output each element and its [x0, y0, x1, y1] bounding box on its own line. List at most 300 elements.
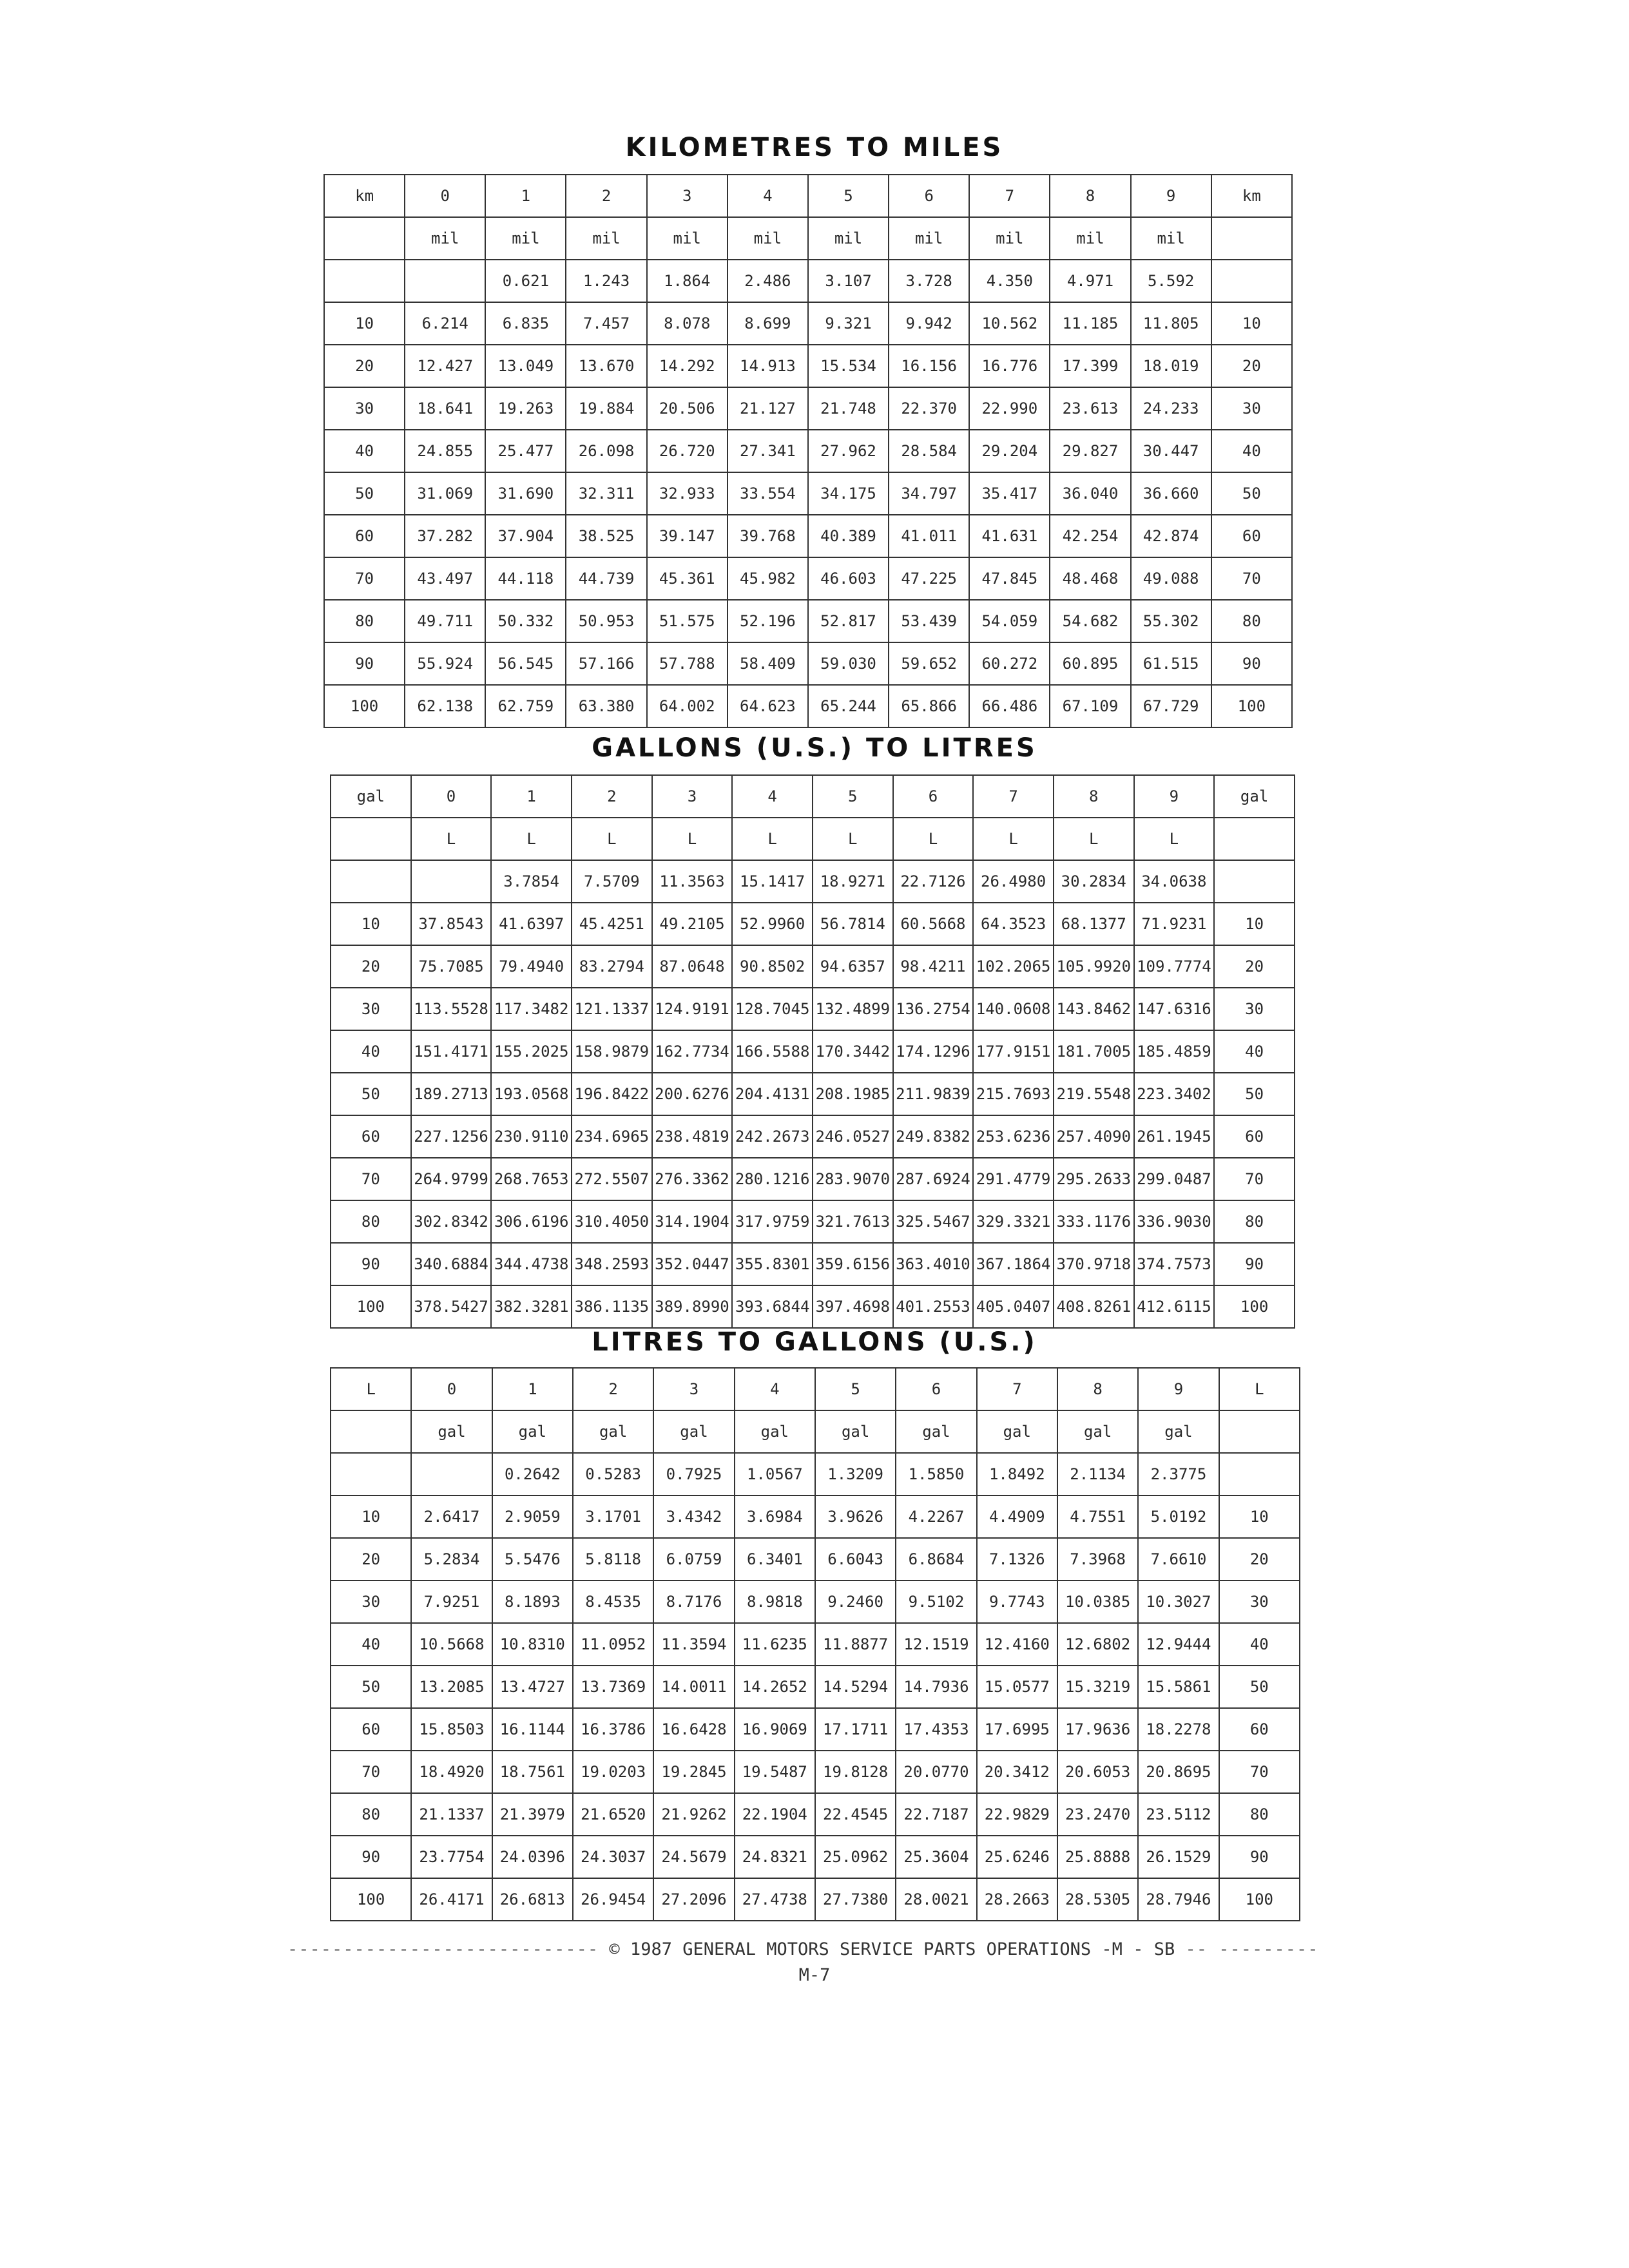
table-cell: 9.5102 [896, 1581, 976, 1623]
table-cell: 25.8888 [1057, 1836, 1138, 1878]
table-cell [411, 1453, 492, 1495]
table-cell: 60 [324, 515, 405, 557]
table-cell [1219, 1410, 1300, 1453]
table-cell: 287.6924 [893, 1158, 974, 1200]
table-cell: 64.623 [728, 685, 808, 727]
table-cell: 60.272 [969, 642, 1050, 685]
table-cell: 19.2845 [653, 1751, 734, 1793]
table-cell: 22.1904 [735, 1793, 815, 1836]
table-cell: 17.9636 [1057, 1708, 1138, 1751]
table-cell: L [813, 818, 893, 860]
table-cell: 12.1519 [896, 1623, 976, 1666]
table-cell: 3.7854 [491, 860, 572, 903]
table-cell: 7 [977, 1368, 1057, 1410]
table-row [324, 302, 1292, 345]
table-cell [324, 217, 405, 260]
table-cell: gal [1138, 1410, 1219, 1453]
table-cell: 291.4779 [973, 1158, 1054, 1200]
table-cell: 223.3402 [1134, 1073, 1215, 1115]
table-cell: 4 [735, 1368, 815, 1410]
table-cell: 100 [324, 685, 405, 727]
table-cell: 26.098 [566, 430, 646, 472]
table-cell: 1.3209 [815, 1453, 896, 1495]
table-row [331, 903, 1295, 945]
table-cell: 5.0192 [1138, 1495, 1219, 1538]
table-cell: 40.389 [808, 515, 889, 557]
table-cell [331, 818, 411, 860]
table-cell: 63.380 [566, 685, 646, 727]
table-cell: gal [573, 1410, 653, 1453]
table-cell: mil [1050, 217, 1130, 260]
table-cell: 75.7085 [411, 945, 492, 988]
table-cell: 45.361 [647, 557, 728, 600]
table-row [331, 1073, 1295, 1115]
table-cell: mil [1131, 217, 1211, 260]
table-cell: 50 [331, 1666, 411, 1708]
table-cell: 23.5112 [1138, 1793, 1219, 1836]
table-cell: 8.7176 [653, 1581, 734, 1623]
table-cell: 19.5487 [735, 1751, 815, 1793]
table-cell: 20.6053 [1057, 1751, 1138, 1793]
table-row [324, 387, 1292, 430]
table-cell: 54.682 [1050, 600, 1130, 642]
table-cell: 181.7005 [1054, 1030, 1134, 1073]
table-cell: 18.4920 [411, 1751, 492, 1793]
table-cell: 3.4342 [653, 1495, 734, 1538]
table-cell: 30 [324, 387, 405, 430]
table-cell: 46.603 [808, 557, 889, 600]
table-cell: 1.5850 [896, 1453, 976, 1495]
table-cell: 90 [324, 642, 405, 685]
table-cell: 5 [808, 175, 889, 217]
table-cell: 10.562 [969, 302, 1050, 345]
table-cell: 70 [324, 557, 405, 600]
table-cell: 60 [1214, 1115, 1295, 1158]
table-cell: 18.7561 [492, 1751, 573, 1793]
table-cell: 10.0385 [1057, 1581, 1138, 1623]
table-cell: L [572, 818, 652, 860]
table-cell: 59.652 [889, 642, 969, 685]
table-cell: 66.486 [969, 685, 1050, 727]
table-cell: 238.4819 [652, 1115, 733, 1158]
table-litres-to-gallons [330, 1367, 1300, 1921]
table-cell: 60 [1219, 1708, 1300, 1751]
table-cell: 20 [331, 945, 411, 988]
table-cell: 11.6235 [735, 1623, 815, 1666]
table-cell: 113.5528 [411, 988, 492, 1030]
table-cell: 70 [331, 1158, 411, 1200]
table-cell: 0.621 [485, 260, 566, 302]
table-cell: 29.204 [969, 430, 1050, 472]
table-cell: 185.4859 [1134, 1030, 1215, 1073]
table-cell: 14.2652 [735, 1666, 815, 1708]
table-cell: 7 [973, 775, 1054, 818]
table-cell: 124.9191 [652, 988, 733, 1030]
table-cell: 62.759 [485, 685, 566, 727]
table-cell: 16.776 [969, 345, 1050, 387]
table-cell: 39.147 [647, 515, 728, 557]
table-cell: 100 [331, 1285, 411, 1328]
table-cell: 102.2065 [973, 945, 1054, 988]
table-cell: 280.1216 [732, 1158, 813, 1200]
table-cell: 21.748 [808, 387, 889, 430]
table-row [331, 1878, 1300, 1921]
table-cell: 26.4171 [411, 1878, 492, 1921]
table-cell: 26.9454 [573, 1878, 653, 1921]
table-cell: 3 [652, 775, 733, 818]
table-cell: 53.439 [889, 600, 969, 642]
table-cell: 314.1904 [652, 1200, 733, 1243]
table-cell: 253.6236 [973, 1115, 1054, 1158]
table-cell: L [411, 818, 492, 860]
table-cell: 1 [491, 775, 572, 818]
table-cell: mil [889, 217, 969, 260]
table-cell: 378.5427 [411, 1285, 492, 1328]
table-cell: 40 [331, 1030, 411, 1073]
table-cell: 5.592 [1131, 260, 1211, 302]
table-cell: 49.2105 [652, 903, 733, 945]
table-cell: 16.6428 [653, 1708, 734, 1751]
table-cell: 382.3281 [491, 1285, 572, 1328]
table-cell: 50 [331, 1073, 411, 1115]
table-cell: 5.2834 [411, 1538, 492, 1581]
table-row [331, 1243, 1295, 1285]
table-cell: 42.874 [1131, 515, 1211, 557]
table-cell: 6 [893, 775, 974, 818]
table-cell: 109.7774 [1134, 945, 1215, 988]
table-cell: gal [735, 1410, 815, 1453]
table-cell: 359.6156 [813, 1243, 893, 1285]
table-cell: 299.0487 [1134, 1158, 1215, 1200]
table-cell: 30 [331, 988, 411, 1030]
table-row [331, 1115, 1295, 1158]
table-cell: 1.864 [647, 260, 728, 302]
table-cell: 56.7814 [813, 903, 893, 945]
table-cell: gal [1214, 775, 1295, 818]
table-cell: 21.3979 [492, 1793, 573, 1836]
table-cell: 55.924 [405, 642, 485, 685]
table-cell: 367.1864 [973, 1243, 1054, 1285]
table-cell: 10 [1214, 903, 1295, 945]
table-cell: 80 [331, 1793, 411, 1836]
table-cell: 1 [492, 1368, 573, 1410]
table-cell: 59.030 [808, 642, 889, 685]
table-cell: 60 [331, 1115, 411, 1158]
table-cell: 67.729 [1131, 685, 1211, 727]
table-cell: 4.971 [1050, 260, 1130, 302]
table-cell: 211.9839 [893, 1073, 974, 1115]
table-cell: 219.5548 [1054, 1073, 1134, 1115]
table-cell: 249.8382 [893, 1115, 974, 1158]
table-cell: 4.2267 [896, 1495, 976, 1538]
table-cell: 4 [732, 775, 813, 818]
table-cell: 2.9059 [492, 1495, 573, 1538]
table-cell: 6 [889, 175, 969, 217]
table-cell: 13.4727 [492, 1666, 573, 1708]
table-cell: 3 [653, 1368, 734, 1410]
table-cell: 24.855 [405, 430, 485, 472]
table-cell: 31.690 [485, 472, 566, 515]
table-cell: 329.3321 [973, 1200, 1054, 1243]
table-cell: 155.2025 [491, 1030, 572, 1073]
table-row [331, 1623, 1300, 1666]
table-cell: 21.127 [728, 387, 808, 430]
table-cell: 18.641 [405, 387, 485, 430]
table-cell: 80 [1219, 1793, 1300, 1836]
table-cell: 397.4698 [813, 1285, 893, 1328]
table-cell: 355.8301 [732, 1243, 813, 1285]
table-cell: 57.166 [566, 642, 646, 685]
table-cell: 9.321 [808, 302, 889, 345]
table-cell: 246.0527 [813, 1115, 893, 1158]
table-cell: 61.515 [1131, 642, 1211, 685]
table-cell: 28.5305 [1057, 1878, 1138, 1921]
table-cell: 7.1326 [977, 1538, 1057, 1581]
table-cell: 166.5588 [732, 1030, 813, 1073]
table-cell: 100 [1214, 1285, 1295, 1328]
table-cell: 49.711 [405, 600, 485, 642]
table-cell: L [732, 818, 813, 860]
table-cell: 230.9110 [491, 1115, 572, 1158]
table-cell: 11.0952 [573, 1623, 653, 1666]
table-cell: 37.282 [405, 515, 485, 557]
table-cell: 20 [331, 1538, 411, 1581]
table-cell: 17.399 [1050, 345, 1130, 387]
table-cell: 204.4131 [732, 1073, 813, 1115]
table-cell: 295.2633 [1054, 1158, 1134, 1200]
table-cell: 20.8695 [1138, 1751, 1219, 1793]
table-cell: 174.1296 [893, 1030, 974, 1073]
table-cell: 79.4940 [491, 945, 572, 988]
table-cell: 56.545 [485, 642, 566, 685]
table-cell: 5 [815, 1368, 896, 1410]
table-cell: L [1134, 818, 1215, 860]
table-cell: 6.214 [405, 302, 485, 345]
table-cell: 5.5476 [492, 1538, 573, 1581]
table-cell: 363.4010 [893, 1243, 974, 1285]
table-cell: 3.9626 [815, 1495, 896, 1538]
table-cell: 333.1176 [1054, 1200, 1134, 1243]
table-unit-row [324, 217, 1292, 260]
table-cell: 30 [331, 1581, 411, 1623]
table-row [331, 1538, 1300, 1581]
table-cell: 22.990 [969, 387, 1050, 430]
table-cell: 20 [1219, 1538, 1300, 1581]
table-row [331, 1495, 1300, 1538]
table-cell: 48.468 [1050, 557, 1130, 600]
table-cell: 2.3775 [1138, 1453, 1219, 1495]
table-cell: 0.7925 [653, 1453, 734, 1495]
table-cell: 90 [1211, 642, 1292, 685]
table-cell: 26.720 [647, 430, 728, 472]
table-cell: 70 [1211, 557, 1292, 600]
table-cell: 393.6844 [732, 1285, 813, 1328]
table-cell: 41.011 [889, 515, 969, 557]
table-cell [331, 1453, 411, 1495]
table-cell: 18.2278 [1138, 1708, 1219, 1751]
table-cell: 189.2713 [411, 1073, 492, 1115]
table-cell: 15.3219 [1057, 1666, 1138, 1708]
table-cell: mil [808, 217, 889, 260]
table-cell: 14.292 [647, 345, 728, 387]
table-cell: 11.185 [1050, 302, 1130, 345]
table-cell: 7 [969, 175, 1050, 217]
table-cell: 28.2663 [977, 1878, 1057, 1921]
table-row [331, 1793, 1300, 1836]
table-cell: 16.9069 [735, 1708, 815, 1751]
table-cell: 4.7551 [1057, 1495, 1138, 1538]
table-cell: 37.8543 [411, 903, 492, 945]
table-cell: 70 [1219, 1751, 1300, 1793]
table-cell: 62.138 [405, 685, 485, 727]
table-cell: 7.9251 [411, 1581, 492, 1623]
table-cell: 68.1377 [1054, 903, 1134, 945]
table-row [324, 685, 1292, 727]
table-cell: 6.0759 [653, 1538, 734, 1581]
table-cell: 306.6196 [491, 1200, 572, 1243]
table-cell: 51.575 [647, 600, 728, 642]
table-cell: km [324, 175, 405, 217]
table-cell: gal [492, 1410, 573, 1453]
table-cell: 13.049 [485, 345, 566, 387]
table-cell: 80 [1214, 1200, 1295, 1243]
table-cell: 100 [331, 1878, 411, 1921]
table-cell: 7.457 [566, 302, 646, 345]
table-cell: 9.7743 [977, 1581, 1057, 1623]
table-cell: L [652, 818, 733, 860]
table-cell: 28.0021 [896, 1878, 976, 1921]
table-row [331, 1030, 1295, 1073]
table-cell: 21.9262 [653, 1793, 734, 1836]
table-cell: 20 [324, 345, 405, 387]
table-cell: 302.8342 [411, 1200, 492, 1243]
table-cell: 45.4251 [572, 903, 652, 945]
table-cell: 40 [331, 1623, 411, 1666]
table-cell: 7.5709 [572, 860, 652, 903]
table-cell: 8.4535 [573, 1581, 653, 1623]
table-cell: 80 [1211, 600, 1292, 642]
table-header-row [324, 175, 1292, 217]
table-cell: 405.0407 [973, 1285, 1054, 1328]
table-cell: 12.9444 [1138, 1623, 1219, 1666]
table-cell: 15.534 [808, 345, 889, 387]
table-cell: 39.768 [728, 515, 808, 557]
table-cell: 20 [1211, 345, 1292, 387]
table-cell: 32.933 [647, 472, 728, 515]
table-cell: 19.263 [485, 387, 566, 430]
table-cell: 242.2673 [732, 1115, 813, 1158]
table-cell: 27.4738 [735, 1878, 815, 1921]
table-cell: 136.2754 [893, 988, 974, 1030]
table-cell: 6.835 [485, 302, 566, 345]
table-cell: 50.332 [485, 600, 566, 642]
table-cell: 132.4899 [813, 988, 893, 1030]
table-cell: 1 [485, 175, 566, 217]
table-row [324, 642, 1292, 685]
table-cell: 52.9960 [732, 903, 813, 945]
table-cell: 23.613 [1050, 387, 1130, 430]
table-cell: 3 [647, 175, 728, 217]
table-cell: 22.370 [889, 387, 969, 430]
table-cell: 87.0648 [652, 945, 733, 988]
table-cell: mil [566, 217, 646, 260]
table-cell: gal [815, 1410, 896, 1453]
table-cell: 143.8462 [1054, 988, 1134, 1030]
table-cell: 98.4211 [893, 945, 974, 988]
table-cell: 20.3412 [977, 1751, 1057, 1793]
table-cell: 57.788 [647, 642, 728, 685]
table-gallons-to-litres [330, 774, 1295, 1329]
table-cell: 41.6397 [491, 903, 572, 945]
table-cell: 31.069 [405, 472, 485, 515]
table-cell: 264.9799 [411, 1158, 492, 1200]
table-cell: 3.6984 [735, 1495, 815, 1538]
table-cell: 16.1144 [492, 1708, 573, 1751]
table-cell: 14.7936 [896, 1666, 976, 1708]
table-cell: 42.254 [1050, 515, 1130, 557]
table-cell [324, 260, 405, 302]
table-cell: 8.1893 [492, 1581, 573, 1623]
table-cell: mil [405, 217, 485, 260]
table-cell: 29.827 [1050, 430, 1130, 472]
table-cell: 151.4171 [411, 1030, 492, 1073]
table-cell: 3.107 [808, 260, 889, 302]
table-cell: 200.6276 [652, 1073, 733, 1115]
table-cell: 24.233 [1131, 387, 1211, 430]
table-row [331, 945, 1295, 988]
table-cell: 140.0608 [973, 988, 1054, 1030]
table-cell: 50 [1219, 1666, 1300, 1708]
table-cell: 54.059 [969, 600, 1050, 642]
table-cell: 30 [1219, 1581, 1300, 1623]
table-cell: 50 [1211, 472, 1292, 515]
table-cell: 6 [896, 1368, 976, 1410]
table-cell: 18.9271 [813, 860, 893, 903]
table-cell: 38.525 [566, 515, 646, 557]
table-cell: 33.554 [728, 472, 808, 515]
table-cell: 100 [1211, 685, 1292, 727]
table-cell: 12.4160 [977, 1623, 1057, 1666]
table-cell: 3.728 [889, 260, 969, 302]
table-cell: 4.350 [969, 260, 1050, 302]
table-cell: gal [653, 1410, 734, 1453]
table-cell: 14.913 [728, 345, 808, 387]
table-cell: 83.2794 [572, 945, 652, 988]
table-cell: 36.040 [1050, 472, 1130, 515]
table-cell: 21.6520 [573, 1793, 653, 1836]
table-cell: 27.7380 [815, 1878, 896, 1921]
table-cell: 47.845 [969, 557, 1050, 600]
table-cell: 317.9759 [732, 1200, 813, 1243]
table-cell: 22.7126 [893, 860, 974, 903]
table-cell: 64.002 [647, 685, 728, 727]
table-row [331, 1666, 1300, 1708]
footer-copyright [287, 1939, 1409, 1959]
table-row [331, 1200, 1295, 1243]
table-cell: 27.962 [808, 430, 889, 472]
footer-text: © 1987 GENERAL MOTORS SERVICE PARTS OPERATIONS -M - SB [609, 1939, 1175, 1959]
table-unit-row [331, 1410, 1300, 1453]
table-header-row [331, 775, 1295, 818]
table-cell: mil [728, 217, 808, 260]
table-cell: 389.8990 [652, 1285, 733, 1328]
table-cell [1219, 1453, 1300, 1495]
table-cell: 55.302 [1131, 600, 1211, 642]
table-cell: 24.0396 [492, 1836, 573, 1878]
table-cell: 158.9879 [572, 1030, 652, 1073]
table-cell: 60.5668 [893, 903, 974, 945]
table-cell: 11.3563 [652, 860, 733, 903]
